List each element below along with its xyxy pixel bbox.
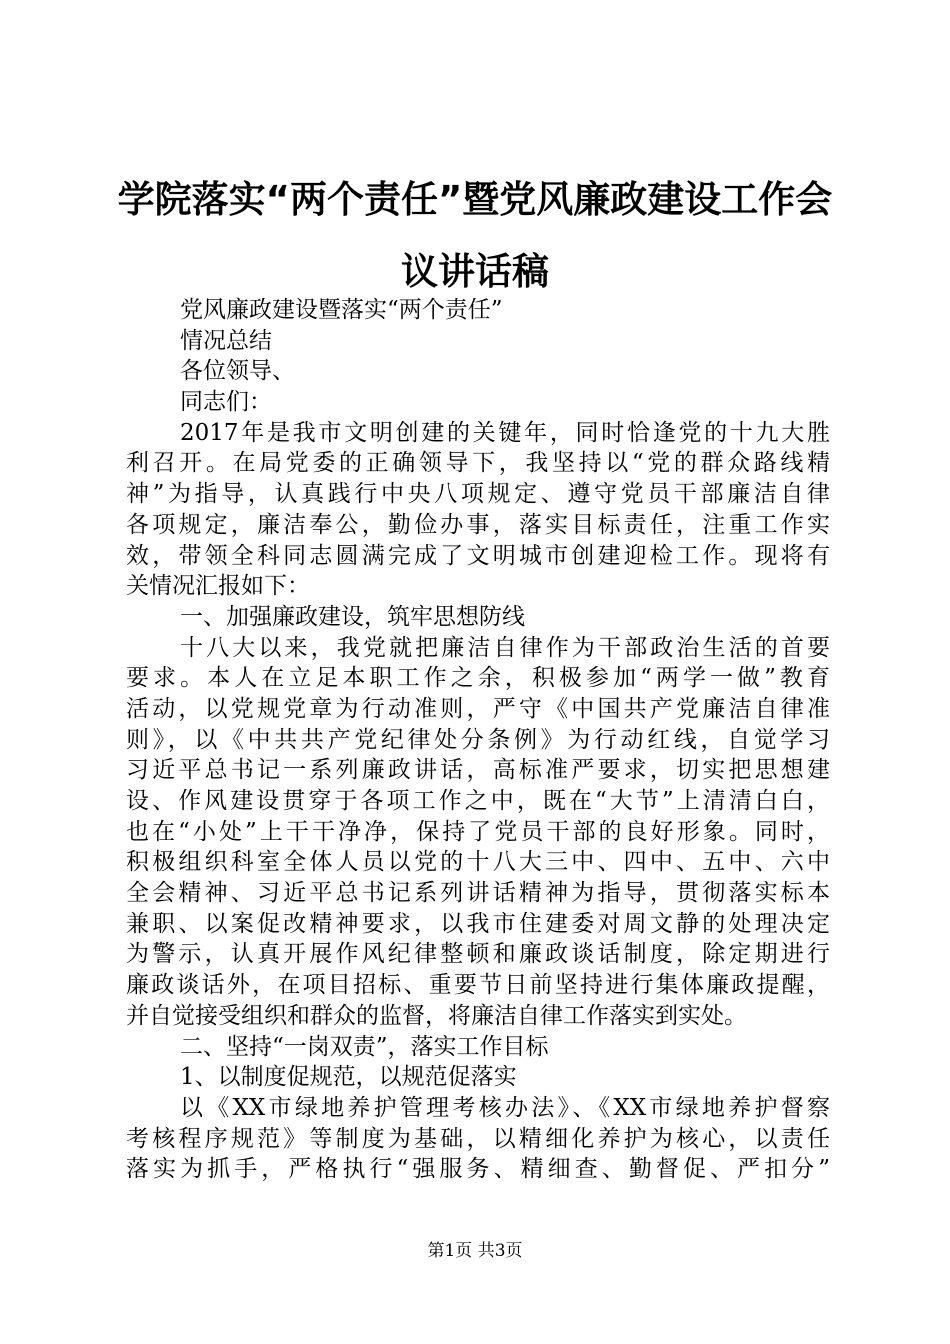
title-line-2: 议讲话稿 <box>401 250 549 293</box>
subtitle-line: 情况总结 <box>180 327 272 354</box>
paragraph-line: 利召开。在局党委的正确领导下，我坚持以“党的群众路线精 <box>126 450 830 477</box>
paragraph-line: 则》，以《中共共产党纪律处分条例》为行动红线，自觉学习 <box>126 726 830 753</box>
paragraph-line: 并自觉接受组织和群众的监督，将廉洁自律工作落实到实处。 <box>126 1002 747 1029</box>
paragraph-line: 设、作风建设贯穿于各项工作之中，既在“大节”上清清白白， <box>126 788 830 814</box>
paragraph-line: 2017年是我市文明创建的关键年，同时恰逢党的十九大胜 <box>180 419 830 446</box>
paragraph-line: 神”为指导，认真践行中央八项规定、遵守党员干部廉洁自律 <box>126 481 830 508</box>
paragraph-line: 各项规定，廉洁奉公，勤俭办事，落实目标责任，注重工作实 <box>126 511 830 538</box>
paragraph-line: 以《XX市绿地养护管理考核办法》、《XX市绿地养护督察 <box>180 1094 830 1121</box>
document-title <box>110 164 840 308</box>
paragraph-line: 也在“小处”上干干净净，保持了党员干部的良好形象。同时， <box>126 818 830 845</box>
paragraph-line: 考核程序规范》等制度为基础，以精细化养护为核心，以责任 <box>126 1125 830 1152</box>
paragraph-line: 廉政谈话外，在项目招标、重要节日前坚持进行集体廉政提醒， <box>126 972 830 999</box>
salutation-line: 同志们： <box>180 389 272 416</box>
subtitle-line: 党风廉政建设暨落实“两个责任” <box>180 297 503 323</box>
subsection-heading: 1、以制度促规范，以规范促落实 <box>180 1064 517 1091</box>
paragraph-line: 要求。本人在立足本职工作之余，积极参加“两学一做”教育 <box>126 665 830 692</box>
paragraph-line: 全会精神、习近平总书记系列讲话精神为指导，贯彻落实标本 <box>126 880 830 907</box>
paragraph-line: 活动，以党规党章为行动准则，严守《中国共产党廉洁自律准 <box>126 695 830 722</box>
section-heading: 一、加强廉政建设，筑牢思想防线 <box>180 603 525 630</box>
section-heading: 二、坚持“一岗双责”，落实工作目标 <box>180 1033 549 1060</box>
paragraph-line: 效，带领全科同志圆满完成了文明城市创建迎检工作。现将有 <box>126 542 830 569</box>
paragraph-line: 兼职、以案促改精神要求，以我市住建委对周文静的处理决定 <box>126 910 830 937</box>
salutation-line: 各位领导、 <box>180 358 295 385</box>
paragraph-line: 积极组织科室全体人员以党的十八大三中、四中、五中、六中 <box>126 849 830 876</box>
document-body <box>126 295 830 1185</box>
paragraph-line: 关情况汇报如下： <box>126 573 310 600</box>
paragraph-line: 习近平总书记一系列廉政讲话，高标准严要求，切实把思想建 <box>126 757 830 784</box>
paragraph-line: 为警示，认真开展作风纪律整顿和廉政谈话制度，除定期进行 <box>126 941 830 968</box>
page-footer: 第1页 共3页 <box>427 1241 523 1261</box>
paragraph-line: 落实为抓手，严格执行“强服务、精细查、勤督促、严扣分” <box>126 1156 830 1183</box>
paragraph-line: 十八大以来，我党就把廉洁自律作为干部政治生活的首要 <box>180 634 830 661</box>
title-line-1: 学院落实“两个责任”暨党风廉政建设工作会 <box>117 178 833 221</box>
